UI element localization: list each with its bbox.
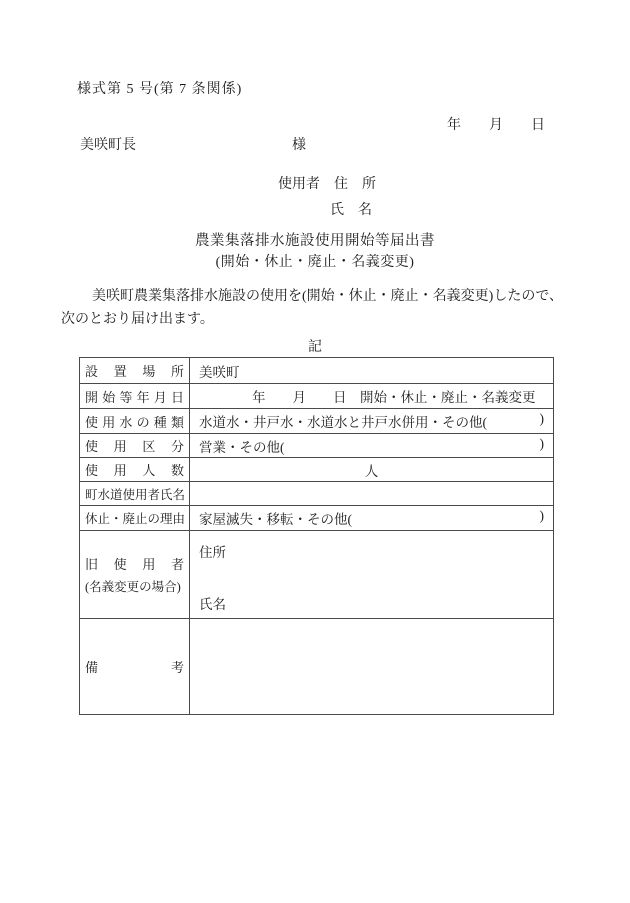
row-label: 使 用 区 分 [85, 439, 184, 454]
body-line-1: 美咲町農業集落排水施設の使用を(開始・休止・廃止・名義変更)したので、 [92, 289, 564, 304]
addressee: 美咲町長 [80, 138, 136, 153]
row-value-text: 水道水・井戸水・水道水と井戸水併用・その他( [199, 415, 487, 430]
row-value-text: 家屋滅失・移転・その他( [199, 512, 352, 527]
row-value [190, 506, 554, 531]
row-value-empty [190, 482, 554, 506]
row-label: 町水道使用者氏名 [85, 487, 186, 502]
row-label-note: (名義変更の場合) [85, 580, 181, 594]
row-value: 人 [190, 458, 554, 482]
row-label: 使 用 人 数 [85, 463, 184, 478]
row-remarks [80, 619, 554, 715]
close-paren: ) [539, 508, 544, 523]
row-label: 休止・廃止の理由 [85, 512, 186, 526]
row-value-empty [190, 619, 554, 715]
notification-table [79, 357, 554, 715]
row-installation-place [80, 358, 554, 384]
close-paren: ) [539, 435, 544, 451]
row-value-text: 営業・その他( [199, 439, 285, 455]
row-value [190, 434, 554, 458]
date-line: 年 月 日 [447, 118, 545, 133]
row-use-category [80, 434, 554, 458]
row-label: 備 考 [85, 660, 184, 675]
previous-user-address-label: 住所 [199, 545, 226, 560]
row-previous-user [80, 531, 554, 619]
row-commencement-date [80, 384, 554, 409]
row-value: 年 月 日 開始・休止・廃止・名義変更 [190, 384, 554, 409]
applicant-block [278, 172, 376, 224]
document-title: 農業集落排水施設使用開始等届出書 [195, 233, 435, 249]
row-value [190, 409, 554, 434]
applicant-name-line: 氏 名 [330, 203, 372, 218]
close-paren: ) [539, 411, 544, 426]
addressee-honorific: 様 [292, 138, 306, 153]
row-label: 旧 使 用 者 [85, 557, 184, 572]
document-subtitle: (開始・休止・廃止・名義変更) [215, 255, 415, 270]
row-value [190, 531, 554, 619]
row-value: 美咲町 [190, 358, 554, 384]
form-number: 様式第 5 号(第 7 条関係) [77, 82, 243, 97]
body-paragraph [61, 285, 581, 331]
row-label: 開 始 等 年 月 日 [85, 389, 184, 405]
body-line-2: 次のとおり届け出ます。 [61, 312, 214, 327]
addressee-line [80, 134, 306, 154]
row-water-type [80, 409, 554, 434]
row-town-water-user-name [80, 482, 554, 506]
row-suspension-reason [80, 506, 554, 531]
applicant-address-line: 使用者 住 所 [278, 177, 376, 192]
previous-user-name-label: 氏名 [199, 597, 226, 612]
row-user-count [80, 458, 554, 482]
row-label: 設 置 場 所 [85, 364, 184, 379]
record-mark: 記 [308, 340, 322, 355]
row-label: 使 用 水 の 種 類 [85, 414, 184, 430]
